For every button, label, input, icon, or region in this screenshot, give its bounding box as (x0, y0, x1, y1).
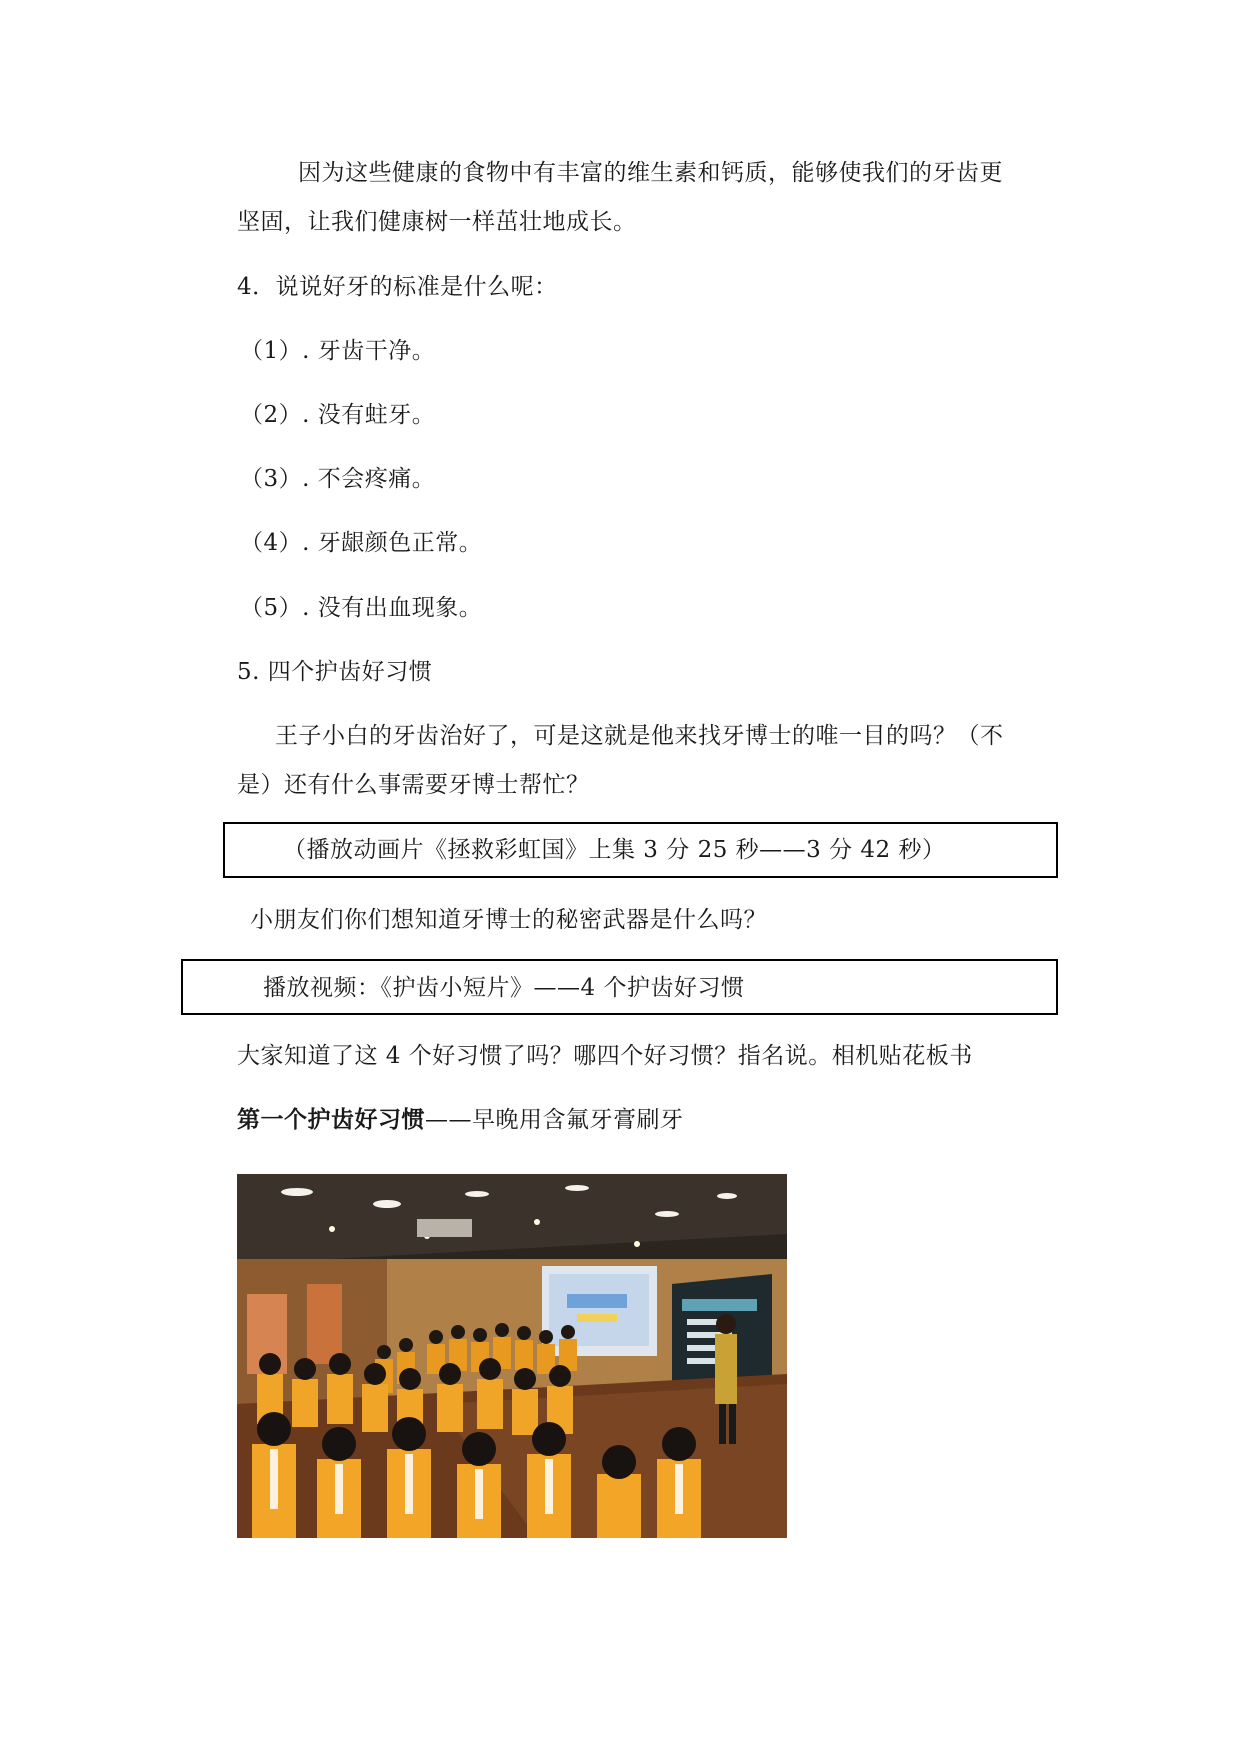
paragraph-line: 坚固，让我们健康树一样茁壮地成长。 (237, 209, 637, 235)
list-item: （5）. 没有出血现象。 (240, 595, 483, 621)
paragraph-line: 是）还有什么事需要牙博士帮忙？ (237, 772, 590, 798)
list-item: （3）. 不会疼痛。 (240, 466, 436, 492)
paragraph-line: 王子小白的牙齿治好了，可是这就是他来找牙博士的唯一目的吗？（不 (275, 723, 1004, 749)
section-heading: 4．说说好牙的标准是什么呢： (237, 274, 558, 300)
activity-box (223, 822, 1058, 878)
paragraph-line: 小朋友们你们想知道牙博士的秘密武器是什么吗？ (250, 907, 767, 933)
list-item: （2）. 没有蛀牙。 (240, 402, 436, 428)
list-item: （4）. 牙龈颜色正常。 (240, 530, 483, 556)
activity-text: 播放视频：《护齿小短片》——4 个护齿好习惯 (263, 975, 745, 1001)
habit-text: ——早晚用含氟牙膏刷牙 (425, 1107, 684, 1133)
habit-heading (237, 1105, 684, 1135)
section-heading: 5. 四个护齿好习惯 (237, 659, 433, 685)
activity-box (181, 959, 1058, 1015)
list-item: （1）. 牙齿干净。 (240, 338, 436, 364)
paragraph-line: 因为这些健康的食物中有丰富的维生素和钙质，能够使我们的牙齿更 (298, 160, 1003, 186)
classroom-photo (237, 1174, 787, 1538)
habit-label: 第一个护齿好习惯 (237, 1106, 425, 1133)
activity-text: （播放动画片《拯救彩虹国》上集 3 分 25 秒——3 分 42 秒） (283, 837, 946, 863)
classroom-photo-illustration (237, 1174, 787, 1538)
paragraph-line: 大家知道了这 4 个好习惯了吗？哪四个好习惯？指名说。相机贴花板书 (237, 1043, 973, 1069)
